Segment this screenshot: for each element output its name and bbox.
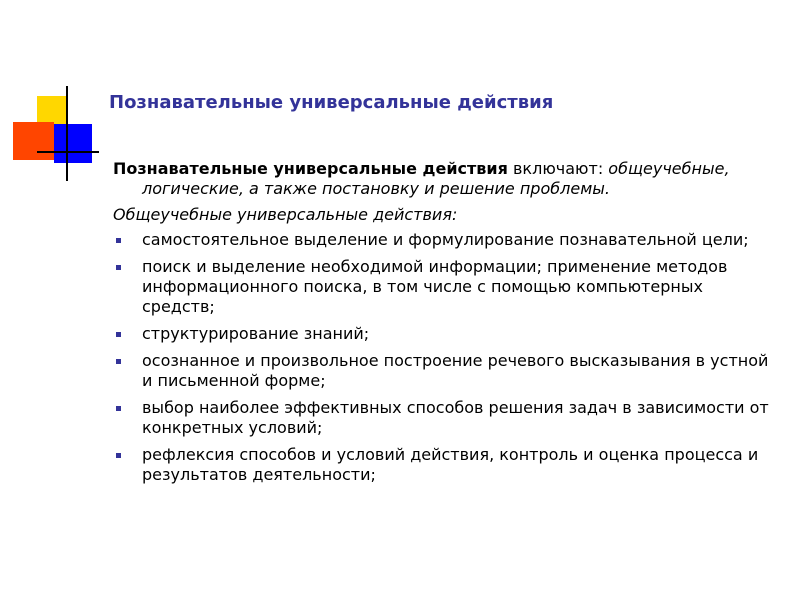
list-item (113, 230, 773, 250)
intro-paragraph (113, 159, 773, 199)
slide-title: Познавательные универсальные действия (109, 92, 554, 113)
list-item-text: осознанное и произвольное построение речевого высказывания в устной и письменной форме; (142, 351, 769, 390)
bullet-square-icon (116, 453, 121, 458)
list-item (113, 398, 773, 438)
list-item (113, 445, 773, 485)
intro-verb: включают: (507, 159, 604, 178)
list-item (113, 257, 773, 317)
intro-rest: общеучебные, логические, а также постановку и решение проблемы. (142, 159, 730, 198)
horizontal-line (37, 151, 99, 153)
red-square (13, 122, 54, 160)
bullet-square-icon (116, 265, 121, 270)
bullet-square-icon (116, 332, 121, 337)
intro-term: Познавательные универсальные действия (113, 159, 508, 178)
bullet-square-icon (116, 238, 121, 243)
list-item (113, 351, 773, 391)
list-item (113, 324, 773, 344)
list-item-text: самостоятельное выделение и формулирование познавательной цели; (142, 230, 749, 249)
list-item-text: рефлексия способов и условий действия, контроль и оценка процесса и результатов деятельности; (142, 445, 759, 484)
subheading: Общеучебные универсальные действия: (113, 205, 458, 224)
blue-square (54, 124, 92, 163)
bullet-square-icon (116, 406, 121, 411)
vertical-line (66, 86, 68, 181)
slide-body (113, 159, 773, 492)
list-item-text: выбор наиболее эффективных способов решения задач в зависимости от конкретных условий; (142, 398, 769, 437)
list-item-text: поиск и выделение необходимой информации; применение методов информационного поиска, в том числе с помощью компьютерных средств; (142, 257, 728, 316)
list-item-text: структурирование знаний; (142, 324, 370, 343)
bullet-list (113, 230, 773, 485)
bullet-square-icon (116, 359, 121, 364)
